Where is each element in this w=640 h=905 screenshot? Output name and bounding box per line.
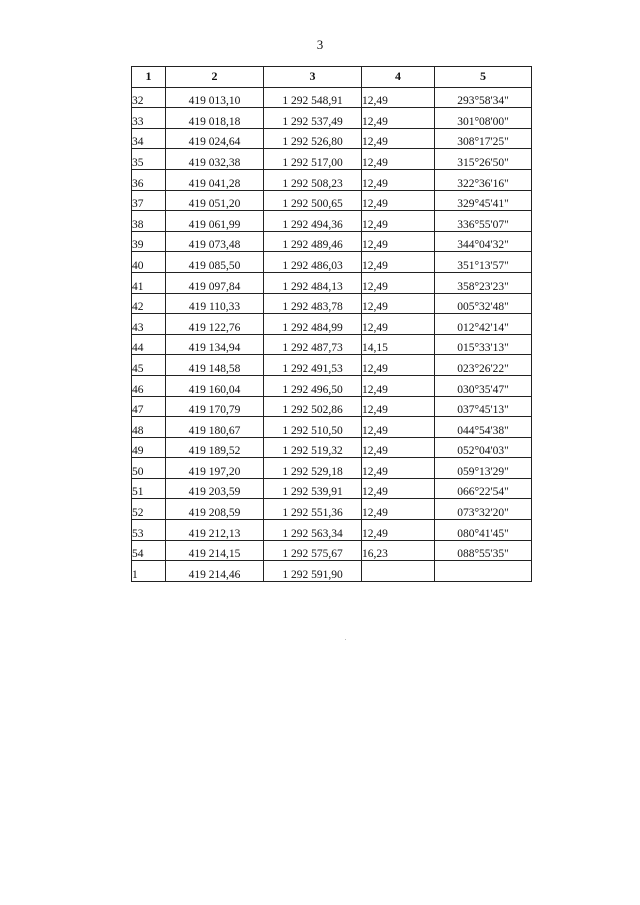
point-number-cell: 52 (132, 499, 166, 520)
distance-cell: 12,49 (362, 478, 435, 499)
distance-cell: 12,49 (362, 211, 435, 232)
point-number-cell: 45 (132, 355, 166, 376)
coordinate-y-cell: 1 292 484,99 (264, 314, 362, 335)
bearing-cell: 044°54'38" (435, 417, 532, 438)
bearing-cell: 358°23'23" (435, 272, 532, 293)
coordinate-x-cell: 419 097,84 (166, 272, 264, 293)
coordinate-y-cell: 1 292 494,36 (264, 211, 362, 232)
column-header-3: 3 (264, 67, 362, 88)
table-row (132, 417, 532, 438)
point-number-cell: 39 (132, 231, 166, 252)
point-number-cell: 42 (132, 293, 166, 314)
table-body (132, 87, 532, 581)
distance-cell: 12,49 (362, 458, 435, 479)
coordinate-x-cell: 419 085,50 (166, 252, 264, 273)
coordinate-y-cell: 1 292 483,78 (264, 293, 362, 314)
coordinate-x-cell: 419 160,04 (166, 375, 264, 396)
point-number-cell: 51 (132, 478, 166, 499)
table-row (132, 499, 532, 520)
distance-cell: 12,49 (362, 355, 435, 376)
bearing-cell: 073°32'20" (435, 499, 532, 520)
point-number-cell: 49 (132, 437, 166, 458)
column-header-2: 2 (166, 67, 264, 88)
coordinate-y-cell: 1 292 526,80 (264, 128, 362, 149)
table-row (132, 169, 532, 190)
coordinate-x-cell: 419 180,67 (166, 417, 264, 438)
page-number: 3 (316, 37, 324, 52)
point-number-cell: 43 (132, 314, 166, 335)
coordinate-x-cell: 419 134,94 (166, 334, 264, 355)
scan-speck (345, 639, 346, 640)
bearing-cell: 037°45'13" (435, 396, 532, 417)
coordinate-x-cell: 419 214,46 (166, 561, 264, 582)
point-number-cell: 32 (132, 87, 166, 108)
coordinate-y-cell: 1 292 489,46 (264, 231, 362, 252)
coordinate-y-cell: 1 292 539,91 (264, 478, 362, 499)
bearing-cell: 301°08'00" (435, 108, 532, 129)
point-number-cell: 33 (132, 108, 166, 129)
coordinate-x-cell: 419 208,59 (166, 499, 264, 520)
table-row (132, 314, 532, 335)
coordinate-y-cell: 1 292 508,23 (264, 169, 362, 190)
coordinate-x-cell: 419 122,76 (166, 314, 264, 335)
table-row (132, 375, 532, 396)
distance-cell: 12,49 (362, 169, 435, 190)
point-number-cell: 40 (132, 252, 166, 273)
coordinate-x-cell: 419 212,13 (166, 520, 264, 541)
table-row (132, 128, 532, 149)
coordinate-x-cell: 419 018,18 (166, 108, 264, 129)
bearing-cell: 080°41'45" (435, 520, 532, 541)
bearing-cell (435, 561, 532, 582)
bearing-cell: 052°04'03" (435, 437, 532, 458)
coordinate-y-cell: 1 292 575,67 (264, 540, 362, 561)
coordinate-y-cell: 1 292 563,34 (264, 520, 362, 541)
distance-cell: 12,49 (362, 252, 435, 273)
distance-cell: 12,49 (362, 437, 435, 458)
distance-cell: 12,49 (362, 272, 435, 293)
coordinate-x-cell: 419 110,33 (166, 293, 264, 314)
coordinate-y-cell: 1 292 496,50 (264, 375, 362, 396)
point-number-cell: 36 (132, 169, 166, 190)
point-number-cell: 34 (132, 128, 166, 149)
point-number-cell: 35 (132, 149, 166, 170)
coordinate-y-cell: 1 292 487,73 (264, 334, 362, 355)
table-row (132, 231, 532, 252)
coordinate-y-cell: 1 292 591,90 (264, 561, 362, 582)
coordinate-x-cell: 419 051,20 (166, 190, 264, 211)
distance-cell: 16,23 (362, 540, 435, 561)
bearing-cell: 351°13'57" (435, 252, 532, 273)
bearing-cell: 012°42'14" (435, 314, 532, 335)
column-header-1: 1 (132, 67, 166, 88)
bearing-cell: 329°45'41" (435, 190, 532, 211)
table-row (132, 252, 532, 273)
table-row (132, 540, 532, 561)
coordinate-x-cell: 419 073,48 (166, 231, 264, 252)
bearing-cell: 344°04'32" (435, 231, 532, 252)
coordinate-y-cell: 1 292 537,49 (264, 108, 362, 129)
table-row (132, 87, 532, 108)
coordinate-x-cell: 419 214,15 (166, 540, 264, 561)
table-row (132, 272, 532, 293)
coordinate-y-cell: 1 292 517,00 (264, 149, 362, 170)
bearing-cell: 293°58'34" (435, 87, 532, 108)
distance-cell: 12,49 (362, 293, 435, 314)
bearing-cell: 315°26'50" (435, 149, 532, 170)
table-row (132, 108, 532, 129)
coordinate-y-cell: 1 292 502,86 (264, 396, 362, 417)
table-row (132, 334, 532, 355)
table-row (132, 478, 532, 499)
distance-cell: 12,49 (362, 396, 435, 417)
distance-cell: 12,49 (362, 190, 435, 211)
coordinate-x-cell: 419 013,10 (166, 87, 264, 108)
distance-cell: 12,49 (362, 231, 435, 252)
column-header-5: 5 (435, 67, 532, 88)
coordinate-x-cell: 419 189,52 (166, 437, 264, 458)
coordinate-x-cell: 419 203,59 (166, 478, 264, 499)
coordinates-table (131, 66, 532, 582)
table-row (132, 520, 532, 541)
point-number-cell: 1 (132, 561, 166, 582)
point-number-cell: 41 (132, 272, 166, 293)
bearing-cell: 308°17'25" (435, 128, 532, 149)
coordinate-y-cell: 1 292 486,03 (264, 252, 362, 273)
coordinate-x-cell: 419 041,28 (166, 169, 264, 190)
table-header-row (132, 67, 532, 88)
coordinate-x-cell: 419 032,38 (166, 149, 264, 170)
distance-cell: 12,49 (362, 520, 435, 541)
bearing-cell: 059°13'29" (435, 458, 532, 479)
table-row (132, 561, 532, 582)
point-number-cell: 47 (132, 396, 166, 417)
bearing-cell: 015°33'13" (435, 334, 532, 355)
distance-cell: 14,15 (362, 334, 435, 355)
coordinate-x-cell: 419 148,58 (166, 355, 264, 376)
coordinate-x-cell: 419 197,20 (166, 458, 264, 479)
distance-cell: 12,49 (362, 499, 435, 520)
point-number-cell: 54 (132, 540, 166, 561)
distance-cell (362, 561, 435, 582)
bearing-cell: 322°36'16" (435, 169, 532, 190)
coordinate-y-cell: 1 292 519,32 (264, 437, 362, 458)
table-row (132, 149, 532, 170)
coordinate-y-cell: 1 292 548,91 (264, 87, 362, 108)
distance-cell: 12,49 (362, 375, 435, 396)
point-number-cell: 50 (132, 458, 166, 479)
point-number-cell: 53 (132, 520, 166, 541)
distance-cell: 12,49 (362, 417, 435, 438)
point-number-cell: 38 (132, 211, 166, 232)
bearing-cell: 088°55'35" (435, 540, 532, 561)
distance-cell: 12,49 (362, 87, 435, 108)
point-number-cell: 44 (132, 334, 166, 355)
table-row (132, 396, 532, 417)
coordinate-x-cell: 419 170,79 (166, 396, 264, 417)
point-number-cell: 48 (132, 417, 166, 438)
column-header-4: 4 (362, 67, 435, 88)
distance-cell: 12,49 (362, 149, 435, 170)
coordinate-x-cell: 419 024,64 (166, 128, 264, 149)
table-row (132, 211, 532, 232)
bearing-cell: 005°32'48" (435, 293, 532, 314)
table-row (132, 190, 532, 211)
coordinate-y-cell: 1 292 491,53 (264, 355, 362, 376)
coordinate-y-cell: 1 292 529,18 (264, 458, 362, 479)
bearing-cell: 336°55'07" (435, 211, 532, 232)
coordinate-y-cell: 1 292 484,13 (264, 272, 362, 293)
bearing-cell: 066°22'54" (435, 478, 532, 499)
bearing-cell: 023°26'22" (435, 355, 532, 376)
table-row (132, 355, 532, 376)
distance-cell: 12,49 (362, 128, 435, 149)
coordinate-y-cell: 1 292 500,65 (264, 190, 362, 211)
bearing-cell: 030°35'47" (435, 375, 532, 396)
coordinate-y-cell: 1 292 510,50 (264, 417, 362, 438)
distance-cell: 12,49 (362, 108, 435, 129)
coordinate-x-cell: 419 061,99 (166, 211, 264, 232)
point-number-cell: 46 (132, 375, 166, 396)
table-row (132, 437, 532, 458)
table-row (132, 293, 532, 314)
distance-cell: 12,49 (362, 314, 435, 335)
point-number-cell: 37 (132, 190, 166, 211)
table-row (132, 458, 532, 479)
coordinate-y-cell: 1 292 551,36 (264, 499, 362, 520)
